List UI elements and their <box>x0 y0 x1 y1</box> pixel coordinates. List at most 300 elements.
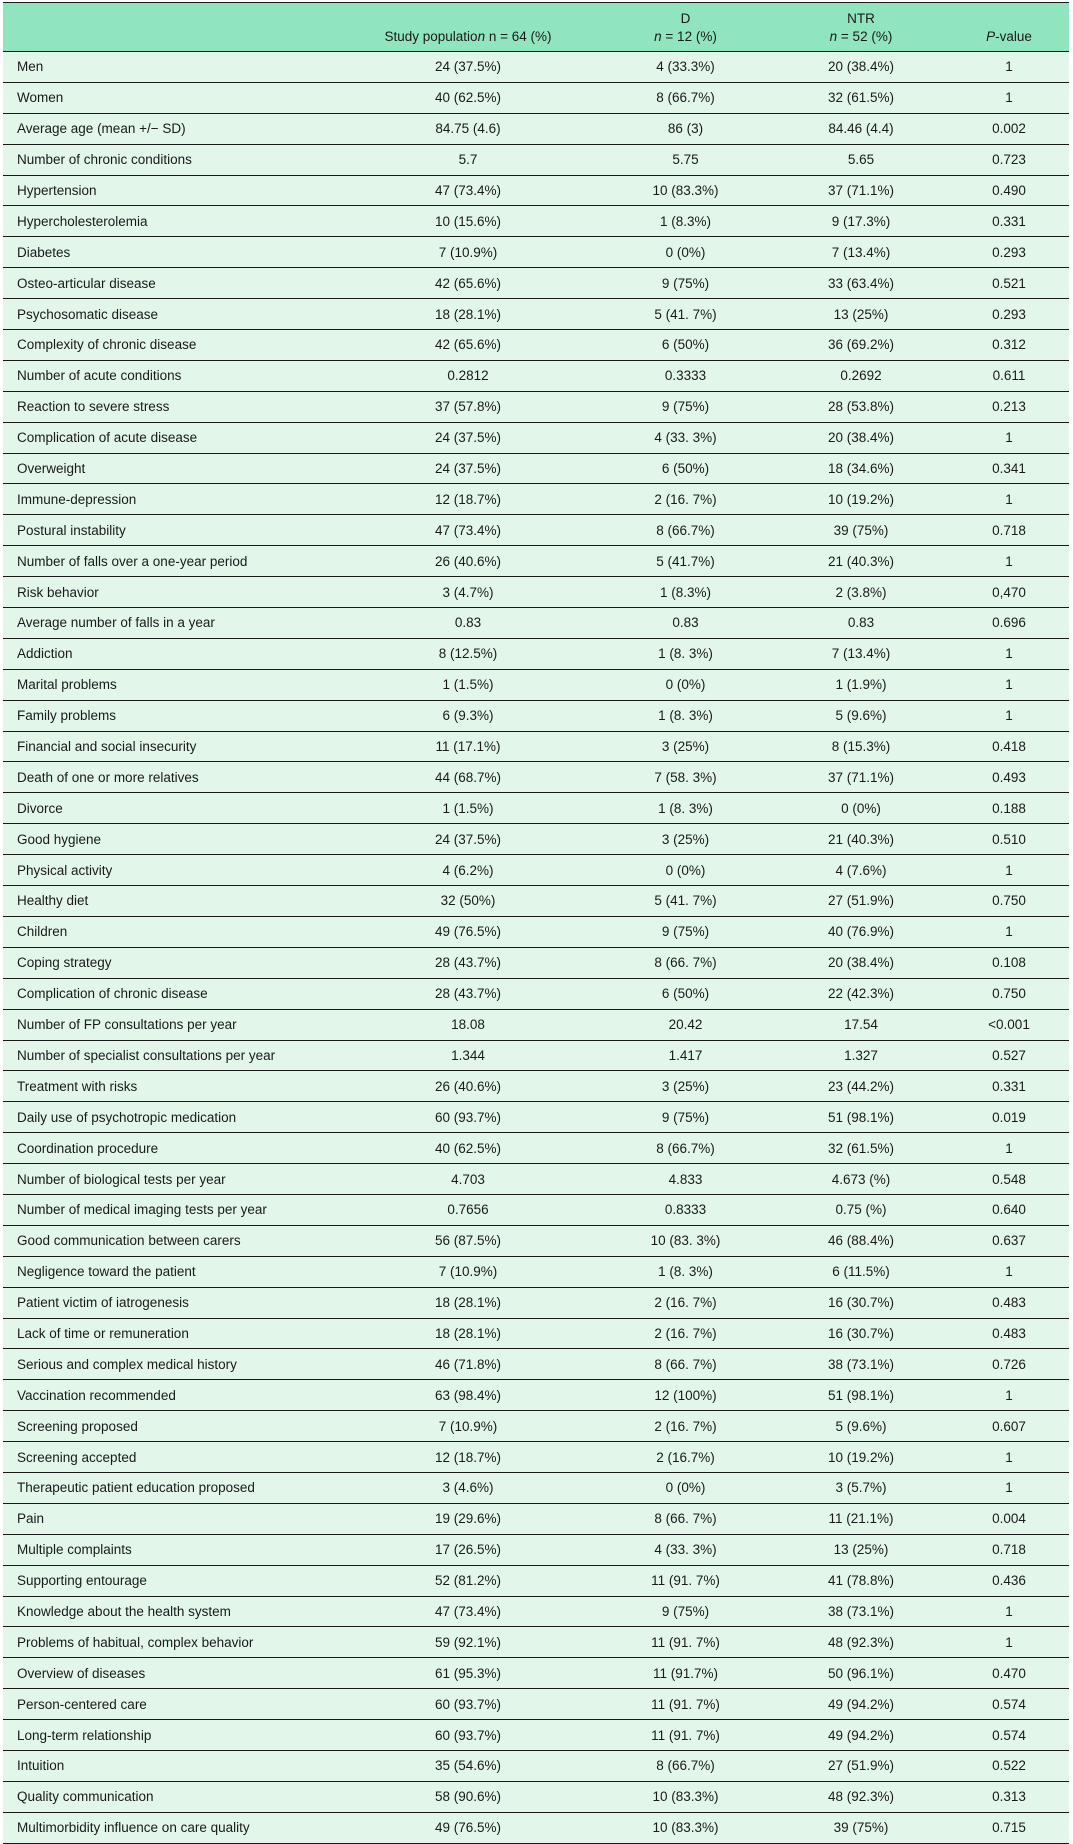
ntr-cell: 38 (73.1%) <box>773 1349 949 1380</box>
p-value-cell: 1 <box>949 1627 1069 1658</box>
study-population-cell: 4.703 <box>338 1164 598 1195</box>
row-label: Therapeutic patient education proposed <box>3 1472 338 1503</box>
row-label: Person-centered care <box>3 1689 338 1720</box>
table-row <box>3 175 1069 206</box>
ntr-cell: 0 (0%) <box>773 793 949 824</box>
d-cell: 0.83 <box>598 608 773 639</box>
ntr-cell: 40 (76.9%) <box>773 916 949 947</box>
d-cell: 0.3333 <box>598 360 773 391</box>
d-cell: 4.833 <box>598 1164 773 1195</box>
table-row <box>3 1225 1069 1256</box>
d-cell: 8 (66. 7%) <box>598 1349 773 1380</box>
row-label: Complication of chronic disease <box>3 978 338 1009</box>
ntr-cell: 48 (92.3%) <box>773 1627 949 1658</box>
study-population-cell: 37 (57.8%) <box>338 391 598 422</box>
p-value-cell: 0.293 <box>949 299 1069 330</box>
p-value-cell: 0.293 <box>949 237 1069 268</box>
table-row <box>3 1349 1069 1380</box>
d-cell: 1.417 <box>598 1040 773 1071</box>
p-value-cell: 0.715 <box>949 1812 1069 1843</box>
row-label: Hypertension <box>3 175 338 206</box>
d-cell: 8 (66. 7%) <box>598 947 773 978</box>
header-ntr-title: NTR <box>847 11 875 26</box>
study-population-cell: 84.75 (4.6) <box>338 113 598 144</box>
study-population-cell: 40 (62.5%) <box>338 1133 598 1164</box>
row-label: Reaction to severe stress <box>3 391 338 422</box>
d-cell: 11 (91. 7%) <box>598 1565 773 1596</box>
table-body <box>3 52 1069 1844</box>
d-cell: 9 (75%) <box>598 391 773 422</box>
row-label: Number of acute conditions <box>3 360 338 391</box>
row-label: Number of biological tests per year <box>3 1164 338 1195</box>
d-cell: 8 (66.7%) <box>598 1750 773 1781</box>
study-population-cell: 18 (28.1%) <box>338 1287 598 1318</box>
p-value-cell: 0.188 <box>949 793 1069 824</box>
table-row <box>3 237 1069 268</box>
p-value-cell: 0.522 <box>949 1750 1069 1781</box>
row-label: Quality communication <box>3 1781 338 1812</box>
study-population-cell: 60 (93.7%) <box>338 1102 598 1133</box>
d-cell: 3 (25%) <box>598 731 773 762</box>
table-row <box>3 268 1069 299</box>
d-cell: 6 (50%) <box>598 453 773 484</box>
p-value-cell: 0.607 <box>949 1411 1069 1442</box>
row-label: Healthy diet <box>3 886 338 917</box>
p-value-cell: 1 <box>949 669 1069 700</box>
study-population-cell: 12 (18.7%) <box>338 1442 598 1473</box>
row-label: Complication of acute disease <box>3 422 338 453</box>
study-population-cell: 56 (87.5%) <box>338 1225 598 1256</box>
ntr-cell: 10 (19.2%) <box>773 484 949 515</box>
study-population-cell: 26 (40.6%) <box>338 546 598 577</box>
d-cell: 2 (16. 7%) <box>598 1411 773 1442</box>
study-population-cell: 6 (9.3%) <box>338 700 598 731</box>
row-label: Men <box>3 52 338 83</box>
p-value-cell: 1 <box>949 1596 1069 1627</box>
p-value-cell: 0.510 <box>949 824 1069 855</box>
row-label: Children <box>3 916 338 947</box>
table-row <box>3 731 1069 762</box>
study-population-cell: 58 (90.6%) <box>338 1781 598 1812</box>
d-cell: 8 (66. 7%) <box>598 1503 773 1534</box>
header-ntr <box>773 3 949 52</box>
d-cell: 6 (50%) <box>598 978 773 1009</box>
row-label: Average number of falls in a year <box>3 608 338 639</box>
row-label: Coordination procedure <box>3 1133 338 1164</box>
table-row <box>3 1380 1069 1411</box>
row-label: Number of medical imaging tests per year <box>3 1194 338 1225</box>
p-value-cell: 0.723 <box>949 144 1069 175</box>
ntr-cell: 36 (69.2%) <box>773 330 949 361</box>
study-population-cell: 49 (76.5%) <box>338 916 598 947</box>
ntr-cell: 13 (25%) <box>773 1534 949 1565</box>
d-cell: 0 (0%) <box>598 855 773 886</box>
row-label: Hypercholesterolemia <box>3 206 338 237</box>
d-cell: 10 (83.3%) <box>598 1812 773 1843</box>
study-population-cell: 10 (15.6%) <box>338 206 598 237</box>
p-value-cell: 0.470 <box>949 1658 1069 1689</box>
p-value-cell: 0.436 <box>949 1565 1069 1596</box>
p-value-cell: 0.483 <box>949 1287 1069 1318</box>
ntr-cell: 41 (78.8%) <box>773 1565 949 1596</box>
d-cell: 8 (66.7%) <box>598 82 773 113</box>
table-row <box>3 608 1069 639</box>
ntr-cell: 16 (30.7%) <box>773 1287 949 1318</box>
row-label: Diabetes <box>3 237 338 268</box>
row-label: Immune-depression <box>3 484 338 515</box>
ntr-cell: 17.54 <box>773 1009 949 1040</box>
p-value-cell: 0.493 <box>949 762 1069 793</box>
row-label: Addiction <box>3 638 338 669</box>
row-label: Number of chronic conditions <box>3 144 338 175</box>
study-population-cell: 61 (95.3%) <box>338 1658 598 1689</box>
row-label: Number of FP consultations per year <box>3 1009 338 1040</box>
ntr-cell: 10 (19.2%) <box>773 1442 949 1473</box>
study-population-cell: 3 (4.6%) <box>338 1472 598 1503</box>
study-population-cell: 18 (28.1%) <box>338 299 598 330</box>
study-population-cell: 28 (43.7%) <box>338 978 598 1009</box>
row-label: Daily use of psychotropic medication <box>3 1102 338 1133</box>
ntr-cell: 37 (71.1%) <box>773 762 949 793</box>
header-row <box>3 3 1069 52</box>
p-value-cell: 0.312 <box>949 330 1069 361</box>
table-row <box>3 1781 1069 1812</box>
table-row <box>3 1318 1069 1349</box>
table-header <box>3 3 1069 52</box>
d-cell: 3 (25%) <box>598 824 773 855</box>
table-row <box>3 422 1069 453</box>
study-population-cell: 11 (17.1%) <box>338 731 598 762</box>
row-label: Average age (mean +/− SD) <box>3 113 338 144</box>
ntr-cell: 5.65 <box>773 144 949 175</box>
ntr-cell: 18 (34.6%) <box>773 453 949 484</box>
row-label: Family problems <box>3 700 338 731</box>
d-cell: 1 (8. 3%) <box>598 793 773 824</box>
row-label: Negligence toward the patient <box>3 1256 338 1287</box>
p-value-cell: 1 <box>949 52 1069 83</box>
row-label: Good hygiene <box>3 824 338 855</box>
table-row <box>3 144 1069 175</box>
ntr-cell: 21 (40.3%) <box>773 824 949 855</box>
row-label: Good communication between carers <box>3 1225 338 1256</box>
study-population-cell: 24 (37.5%) <box>338 422 598 453</box>
table-row <box>3 515 1069 546</box>
table-row <box>3 1102 1069 1133</box>
table-row <box>3 52 1069 83</box>
table-row <box>3 1534 1069 1565</box>
ntr-cell: 5 (9.6%) <box>773 700 949 731</box>
study-population-cell: 35 (54.6%) <box>338 1750 598 1781</box>
d-cell: 11 (91. 7%) <box>598 1720 773 1751</box>
p-value-cell: 1 <box>949 82 1069 113</box>
p-value-cell: 0.750 <box>949 886 1069 917</box>
d-cell: 10 (83. 3%) <box>598 1225 773 1256</box>
table-row <box>3 1194 1069 1225</box>
p-value-cell: 0.726 <box>949 1349 1069 1380</box>
study-population-cell: 4 (6.2%) <box>338 855 598 886</box>
p-value-cell: 0.574 <box>949 1720 1069 1751</box>
ntr-cell: 50 (96.1%) <box>773 1658 949 1689</box>
ntr-cell: 3 (5.7%) <box>773 1472 949 1503</box>
ntr-cell: 0.75 (%) <box>773 1194 949 1225</box>
study-population-cell: 0.83 <box>338 608 598 639</box>
table-row <box>3 113 1069 144</box>
table-row <box>3 1750 1069 1781</box>
ntr-cell: 20 (38.4%) <box>773 52 949 83</box>
table-row <box>3 1658 1069 1689</box>
p-value-cell: 0,470 <box>949 577 1069 608</box>
d-cell: 4 (33. 3%) <box>598 1534 773 1565</box>
row-label: Physical activity <box>3 855 338 886</box>
ntr-cell: 6 (11.5%) <box>773 1256 949 1287</box>
table-row <box>3 484 1069 515</box>
p-value-cell: 1 <box>949 916 1069 947</box>
row-label: Complexity of chronic disease <box>3 330 338 361</box>
row-label: Postural instability <box>3 515 338 546</box>
row-label: Multiple complaints <box>3 1534 338 1565</box>
row-label: Lack of time or remuneration <box>3 1318 338 1349</box>
row-label: Number of falls over a one-year period <box>3 546 338 577</box>
table-row <box>3 1009 1069 1040</box>
study-population-cell: 0.7656 <box>338 1194 598 1225</box>
table-row <box>3 1133 1069 1164</box>
study-population-cell: 0.2812 <box>338 360 598 391</box>
p-value-cell: 0.331 <box>949 1071 1069 1102</box>
ntr-cell: 20 (38.4%) <box>773 422 949 453</box>
p-value-cell: 1 <box>949 1256 1069 1287</box>
ntr-cell: 49 (94.2%) <box>773 1720 949 1751</box>
d-cell: 1 (8. 3%) <box>598 700 773 731</box>
table-row <box>3 1472 1069 1503</box>
study-population-cell: 47 (73.4%) <box>338 1596 598 1627</box>
ntr-cell: 39 (75%) <box>773 515 949 546</box>
study-population-cell: 24 (37.5%) <box>338 52 598 83</box>
study-population-cell: 40 (62.5%) <box>338 82 598 113</box>
ntr-cell: 4 (7.6%) <box>773 855 949 886</box>
row-label: Pain <box>3 1503 338 1534</box>
d-cell: 2 (16. 7%) <box>598 484 773 515</box>
row-label: Multimorbidity influence on care quality <box>3 1812 338 1843</box>
row-label: Marital problems <box>3 669 338 700</box>
p-value-cell: 0.521 <box>949 268 1069 299</box>
ntr-cell: 33 (63.4%) <box>773 268 949 299</box>
row-label: Osteo-articular disease <box>3 268 338 299</box>
p-value-cell: 0.019 <box>949 1102 1069 1133</box>
header-d-title: D <box>680 11 691 26</box>
data-table-container <box>3 2 1069 1844</box>
table-row <box>3 206 1069 237</box>
study-population-cell: 47 (73.4%) <box>338 515 598 546</box>
study-population-cell: 47 (73.4%) <box>338 175 598 206</box>
d-cell: 5.75 <box>598 144 773 175</box>
row-label: Coping strategy <box>3 947 338 978</box>
study-population-cell: 60 (93.7%) <box>338 1720 598 1751</box>
p-value-cell: 0.718 <box>949 515 1069 546</box>
ntr-cell: 8 (15.3%) <box>773 731 949 762</box>
table-row <box>3 1596 1069 1627</box>
table-row <box>3 1256 1069 1287</box>
table-row <box>3 82 1069 113</box>
p-value-cell: 1 <box>949 1133 1069 1164</box>
ntr-cell: 7 (13.4%) <box>773 638 949 669</box>
ntr-cell: 13 (25%) <box>773 299 949 330</box>
ntr-cell: 27 (51.9%) <box>773 1750 949 1781</box>
d-cell: 2 (16. 7%) <box>598 1318 773 1349</box>
study-population-cell: 28 (43.7%) <box>338 947 598 978</box>
row-label: Psychosomatic disease <box>3 299 338 330</box>
d-cell: 1 (8.3%) <box>598 206 773 237</box>
d-cell: 5 (41. 7%) <box>598 299 773 330</box>
row-label: Serious and complex medical history <box>3 1349 338 1380</box>
row-label: Number of specialist consultations per year <box>3 1040 338 1071</box>
p-value-cell: 0.574 <box>949 1689 1069 1720</box>
table-row <box>3 978 1069 1009</box>
p-value-cell: 0.718 <box>949 1534 1069 1565</box>
d-cell: 20.42 <box>598 1009 773 1040</box>
table-row <box>3 1040 1069 1071</box>
row-label: Problems of habitual, complex behavior <box>3 1627 338 1658</box>
p-value-cell: 1 <box>949 855 1069 886</box>
table-row <box>3 1627 1069 1658</box>
table-row <box>3 1689 1069 1720</box>
table-row <box>3 1812 1069 1843</box>
table-row <box>3 1503 1069 1534</box>
d-cell: 5 (41.7%) <box>598 546 773 577</box>
p-value-cell: 0.527 <box>949 1040 1069 1071</box>
d-cell: 0 (0%) <box>598 1472 773 1503</box>
ntr-cell: 32 (61.5%) <box>773 1133 949 1164</box>
d-cell: 1 (8.3%) <box>598 577 773 608</box>
ntr-cell: 27 (51.9%) <box>773 886 949 917</box>
p-value-cell: 0.331 <box>949 206 1069 237</box>
ntr-cell: 1.327 <box>773 1040 949 1071</box>
study-population-cell: 32 (50%) <box>338 886 598 917</box>
study-population-cell: 44 (68.7%) <box>338 762 598 793</box>
study-population-cell: 59 (92.1%) <box>338 1627 598 1658</box>
d-cell: 6 (50%) <box>598 330 773 361</box>
study-population-cell: 5.7 <box>338 144 598 175</box>
ntr-cell: 5 (9.6%) <box>773 1411 949 1442</box>
ntr-cell: 49 (94.2%) <box>773 1689 949 1720</box>
ntr-cell: 46 (88.4%) <box>773 1225 949 1256</box>
study-population-cell: 7 (10.9%) <box>338 1256 598 1287</box>
table-row <box>3 360 1069 391</box>
header-p-label: P-value <box>986 29 1032 44</box>
study-population-cell: 12 (18.7%) <box>338 484 598 515</box>
table-row <box>3 453 1069 484</box>
study-population-cell: 1 (1.5%) <box>338 793 598 824</box>
table-row <box>3 1164 1069 1195</box>
ntr-cell: 20 (38.4%) <box>773 947 949 978</box>
table-row <box>3 1720 1069 1751</box>
row-label: Knowledge about the health system <box>3 1596 338 1627</box>
d-cell: 86 (3) <box>598 113 773 144</box>
d-cell: 9 (75%) <box>598 268 773 299</box>
row-label: Screening accepted <box>3 1442 338 1473</box>
header-d-n: n = 12 (%) <box>654 29 717 44</box>
study-population-cell: 24 (37.5%) <box>338 453 598 484</box>
p-value-cell: 0.108 <box>949 947 1069 978</box>
d-cell: 11 (91. 7%) <box>598 1689 773 1720</box>
d-cell: 11 (91.7%) <box>598 1658 773 1689</box>
header-d <box>598 3 773 52</box>
row-label: Long-term relationship <box>3 1720 338 1751</box>
table-row <box>3 1442 1069 1473</box>
ntr-cell: 39 (75%) <box>773 1812 949 1843</box>
p-value-cell: 0.548 <box>949 1164 1069 1195</box>
ntr-cell: 0.83 <box>773 608 949 639</box>
row-label: Financial and social insecurity <box>3 731 338 762</box>
d-cell: 9 (75%) <box>598 1102 773 1133</box>
ntr-cell: 38 (73.1%) <box>773 1596 949 1627</box>
p-value-cell: 1 <box>949 422 1069 453</box>
row-label: Treatment with risks <box>3 1071 338 1102</box>
ntr-cell: 32 (61.5%) <box>773 82 949 113</box>
table-row <box>3 1565 1069 1596</box>
p-value-cell: 1 <box>949 1380 1069 1411</box>
study-population-cell: 46 (71.8%) <box>338 1349 598 1380</box>
p-value-cell: 0.313 <box>949 1781 1069 1812</box>
study-population-cell: 49 (76.5%) <box>338 1812 598 1843</box>
p-value-cell: 1 <box>949 700 1069 731</box>
d-cell: 3 (25%) <box>598 1071 773 1102</box>
d-cell: 9 (75%) <box>598 916 773 947</box>
p-value-cell: 0.002 <box>949 113 1069 144</box>
study-population-cell: 26 (40.6%) <box>338 1071 598 1102</box>
d-cell: 2 (16. 7%) <box>598 1287 773 1318</box>
d-cell: 1 (8. 3%) <box>598 638 773 669</box>
d-cell: 7 (58. 3%) <box>598 762 773 793</box>
table-row <box>3 1071 1069 1102</box>
ntr-cell: 22 (42.3%) <box>773 978 949 1009</box>
d-cell: 8 (66.7%) <box>598 1133 773 1164</box>
table-row <box>3 546 1069 577</box>
d-cell: 0 (0%) <box>598 669 773 700</box>
table-row <box>3 855 1069 886</box>
table-row <box>3 1411 1069 1442</box>
ntr-cell: 21 (40.3%) <box>773 546 949 577</box>
row-label: Patient victim of iatrogenesis <box>3 1287 338 1318</box>
header-study-label: Study population n = 64 (%) <box>384 29 552 44</box>
table-row <box>3 669 1069 700</box>
table-row <box>3 947 1069 978</box>
ntr-cell: 48 (92.3%) <box>773 1781 949 1812</box>
study-population-cell: 1.344 <box>338 1040 598 1071</box>
table-row <box>3 638 1069 669</box>
table-row <box>3 824 1069 855</box>
table-row <box>3 299 1069 330</box>
p-value-cell: 0.750 <box>949 978 1069 1009</box>
ntr-cell: 11 (21.1%) <box>773 1503 949 1534</box>
p-value-cell: 0.637 <box>949 1225 1069 1256</box>
ntr-cell: 0.2692 <box>773 360 949 391</box>
ntr-cell: 4.673 (%) <box>773 1164 949 1195</box>
study-population-cell: 7 (10.9%) <box>338 1411 598 1442</box>
ntr-cell: 28 (53.8%) <box>773 391 949 422</box>
study-population-cell: 8 (12.5%) <box>338 638 598 669</box>
d-cell: 0.8333 <box>598 1194 773 1225</box>
d-cell: 12 (100%) <box>598 1380 773 1411</box>
row-label: Overview of diseases <box>3 1658 338 1689</box>
d-cell: 1 (8. 3%) <box>598 1256 773 1287</box>
study-population-cell: 18 (28.1%) <box>338 1318 598 1349</box>
ntr-cell: 9 (17.3%) <box>773 206 949 237</box>
ntr-cell: 7 (13.4%) <box>773 237 949 268</box>
ntr-cell: 23 (44.2%) <box>773 1071 949 1102</box>
study-population-cell: 1 (1.5%) <box>338 669 598 700</box>
header-ntr-n: n = 52 (%) <box>829 29 893 44</box>
p-value-cell: 1 <box>949 484 1069 515</box>
